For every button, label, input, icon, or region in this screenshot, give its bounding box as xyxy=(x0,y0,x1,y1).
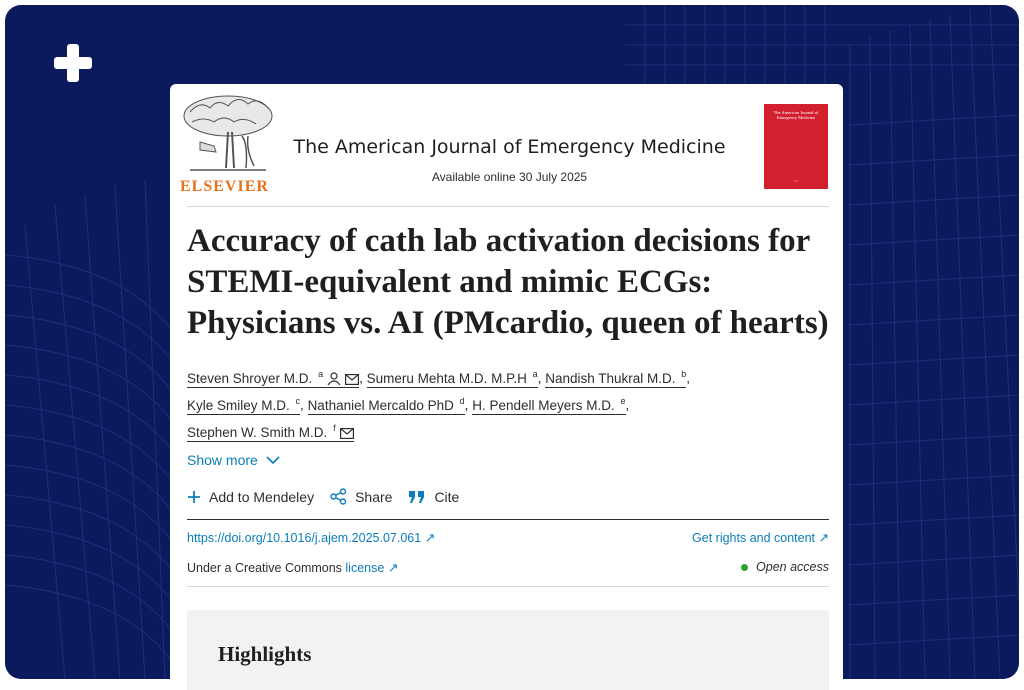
journal-title[interactable]: The American Journal of Emergency Medicine xyxy=(293,136,726,158)
share-icon xyxy=(330,488,347,505)
plus-logo-icon xyxy=(52,42,94,84)
doi-row xyxy=(187,530,829,545)
open-access-dot-icon xyxy=(741,564,748,571)
author-list: Steven Shroyer M.D. $^a$ , Sumeru Mehta M.D. M.P.H $^a$, Nandish Thukral M.D. $^b$, Kyle Smiley M.D. $^c$, Nathaniel Mercaldo PhD $^d$, H. Pendell Meyers M.D. $^e$, Stephen W. Smith M.D. $^f$ xyxy=(187,369,691,440)
author-link[interactable]: Kyle Smiley M.D. $^c$ xyxy=(187,396,301,413)
author-link[interactable]: H. Pendell Meyers M.D. $^e$ xyxy=(472,396,626,413)
person-icon xyxy=(327,372,341,385)
external-link-icon: ↗ xyxy=(424,531,436,545)
cite-button[interactable] xyxy=(408,488,459,505)
highlights-section xyxy=(187,610,829,690)
chevron-down-icon xyxy=(266,456,280,465)
external-link-icon: ↗ xyxy=(818,531,829,545)
elsevier-wordmark: ELSEVIER xyxy=(180,178,269,195)
show-more-label: Show more xyxy=(187,452,258,468)
doi-link[interactable]: https://doi.org/10.1016/j.ajem.2025.07.061 ↗ xyxy=(187,531,436,545)
available-online-date: Available online 30 July 2025 xyxy=(431,170,588,184)
share-label: Share xyxy=(355,488,393,505)
plus-icon xyxy=(187,490,201,504)
external-link-icon: ↗ xyxy=(387,561,399,575)
article-actions xyxy=(187,488,459,505)
get-rights-link[interactable]: Get rights and content ↗ xyxy=(692,531,829,545)
author-link[interactable]: Steven Shroyer M.D. $^a$ xyxy=(187,371,359,388)
mendeley-label: Add to Mendeley xyxy=(209,488,315,505)
author-link[interactable]: Nathaniel Mercaldo PhD $^d$ xyxy=(307,396,465,413)
quote-icon xyxy=(408,490,426,504)
open-access-badge xyxy=(741,560,829,574)
envelope-icon xyxy=(340,428,354,439)
journal-header xyxy=(170,84,843,205)
cover-title: The American Journal of Emergency Medicine xyxy=(773,110,819,120)
show-more-button[interactable] xyxy=(187,452,280,468)
article-title xyxy=(187,221,837,344)
license-divider xyxy=(187,586,829,587)
share-button[interactable] xyxy=(330,488,392,505)
article-card xyxy=(170,84,843,684)
title-line-2: STEMI-equivalent and mimic ECGs: xyxy=(187,264,713,300)
add-to-mendeley-button[interactable] xyxy=(187,488,314,505)
author-link[interactable]: Stephen W. Smith M.D. $^f$ xyxy=(187,425,354,442)
highlights-heading: Highlights xyxy=(218,642,312,666)
header-divider xyxy=(187,206,829,207)
author-link[interactable]: Sumeru Mehta M.D. M.P.H $^a$ xyxy=(366,369,538,386)
journal-cover-image[interactable] xyxy=(764,104,828,189)
title-line-3: Physicians vs. AI (PMcardio, queen of hearts) xyxy=(187,305,829,341)
envelope-icon xyxy=(345,374,359,385)
actions-divider xyxy=(187,519,829,520)
open-access-label: Open access xyxy=(756,560,829,574)
cite-label: Cite xyxy=(434,488,460,505)
elsevier-tree-logo-icon xyxy=(180,92,276,176)
license-link[interactable]: license ↗ xyxy=(345,561,399,575)
title-line-1: Accuracy of cath lab activation decisions for xyxy=(187,223,811,259)
license-prefix: Under a Creative Commons xyxy=(187,561,342,575)
cover-footer-mark: ▪ ▪ ▪ xyxy=(793,179,799,183)
license-row xyxy=(187,560,829,575)
author-link[interactable]: Nandish Thukral M.D. $^b$ xyxy=(545,369,687,386)
